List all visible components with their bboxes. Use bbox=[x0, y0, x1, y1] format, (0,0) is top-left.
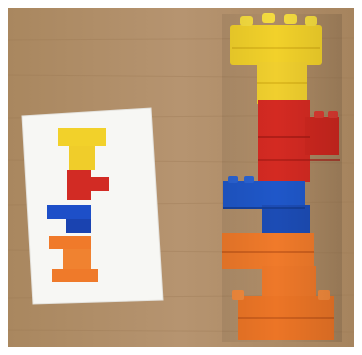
instruction-card bbox=[22, 108, 163, 304]
tower-shading bbox=[222, 14, 342, 342]
block-tower bbox=[222, 13, 342, 342]
